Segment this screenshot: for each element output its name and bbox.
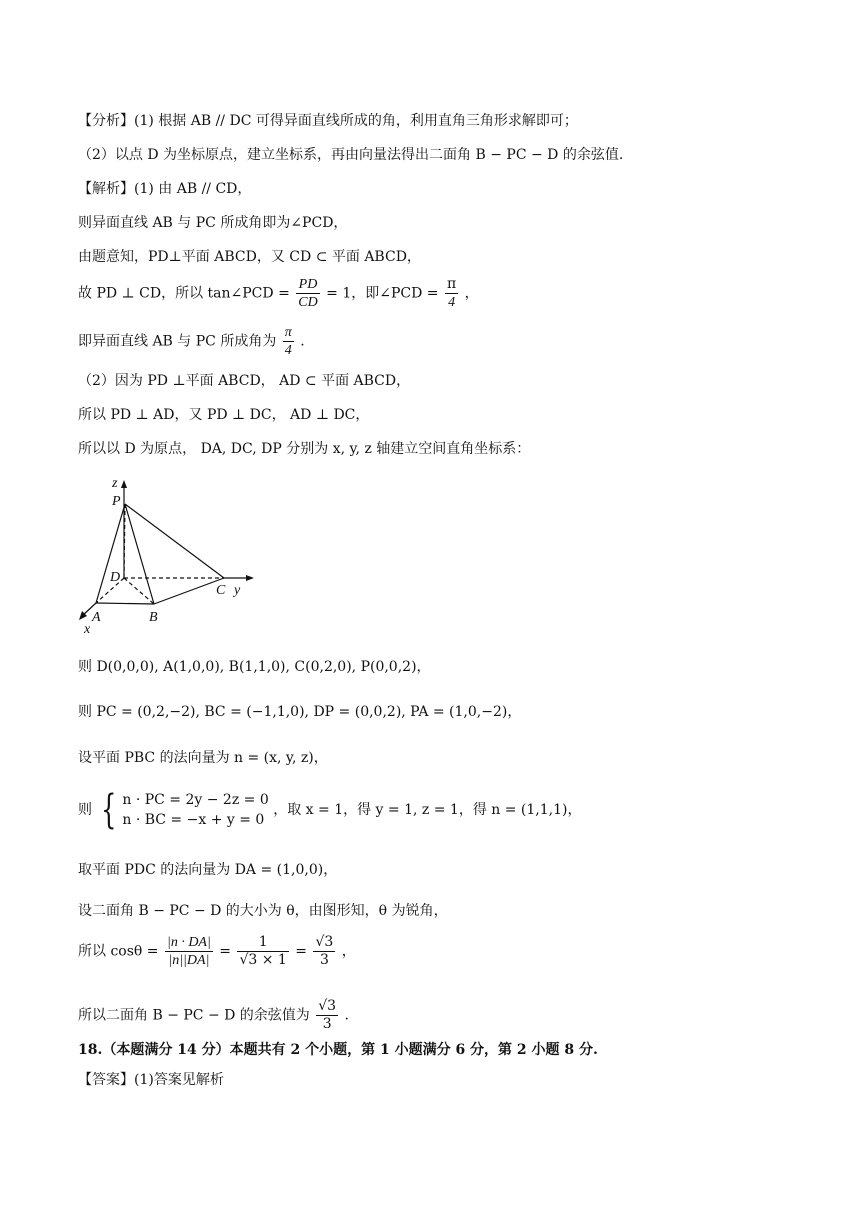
solution-line-12: 则 { n · PC = 2y − 2z = 0 n · BC = −x + y = 0 ，取 x = 1，得 y = 1, z = 1，得 n = (1,1,1)， [78, 787, 582, 833]
solution-line-1: 【解析】(1) 由 AB // CD， [78, 181, 252, 197]
edge-pb [125, 504, 154, 604]
edge-pc [125, 504, 224, 578]
solution-line-15: 所以 cosθ = $\frac{|n \cdot DA|}{|n||DA|}$ = $\frac{1}{√3 \times 1}$ = $\frac{√3}{3}$ ， [78, 934, 356, 968]
solution-line-11: 设平面 PBC 的法向量为 n = (x, y, z)， [78, 750, 328, 766]
fraction-final-cosine: $\frac{√3}{3}$ [318, 998, 337, 1032]
edge-pa [96, 504, 125, 603]
solution-line-3: 由题意知，PD⊥平面 ABCD，又 CD ⊂ 平面 ABCD， [78, 249, 421, 265]
label-x: x [84, 622, 91, 637]
solution-line-9: 则 D(0,0,0), A(1,0,0), B(1,1,0), C(0,2,0), P(0,0,2)， [78, 659, 431, 675]
equation-system: n · PC = 2y − 2z = 0 n · BC = −x + y = 0 [122, 792, 269, 828]
y-arrow-icon [246, 575, 254, 581]
solution-line-16: 所以二面角 B − PC − D 的余弦值为 $\frac{√3}{3}$ . [78, 998, 349, 1032]
solution-line-7: 所以 PD ⊥ AD，又 PD ⊥ DC， AD ⊥ DC， [78, 407, 370, 423]
problem-18-heading: 18.（本题满分 14 分）本题共有 2 个小题，第 1 小题满分 6 分，第 2 小题 8 分. [78, 1042, 598, 1058]
fraction-cos-vector: $\frac{|n \cdot DA|}{|n||DA|}$ [166, 935, 211, 968]
label-b: B [149, 610, 158, 625]
label-z: z [112, 476, 118, 491]
fraction-one-over-root3: $\frac{1}{√3 \times 1}$ [239, 934, 287, 968]
pyramid-figure [74, 470, 274, 640]
label-y: y [234, 583, 241, 598]
label-a: A [92, 610, 101, 625]
analysis-line-2: （2）以点 D 为坐标原点，建立坐标系，再由向量法得出二面角 B − PC − D 的余弦值. [78, 147, 624, 163]
solution-line-8: 所以以 D 为原点， DA, DC, DP 分别为 x, y, z 轴建立空间直角坐标系： [78, 441, 531, 457]
edge-ab [96, 603, 154, 604]
solution-line-6: （2）因为 PD ⊥平面 ABCD， AD ⊂ 平面 ABCD， [78, 373, 411, 389]
problem-18-answer: 【答案】(1)答案见解析 [78, 1072, 224, 1088]
solution-line-4: 故 PD ⊥ CD，所以 tan∠PCD = $\frac{PD}{CD}$ = 1，即∠PCD = $\frac{\pi}{4}$ ， [78, 276, 479, 310]
label-c: C [216, 583, 226, 598]
fraction-pd-cd: $\frac{PD}{CD}$ [298, 277, 318, 310]
label-p: P [112, 494, 121, 509]
edge-db [124, 578, 154, 604]
solution-line-10: 则 PC = (0,2,−2), BC = (−1,1,0), DP = (0,0,2), PA = (1,0,−2)， [78, 704, 522, 720]
fraction-root3-over-3: $\frac{√3}{3}$ [315, 934, 334, 968]
solution-line-2: 则异面直线 AB 与 PC 所成角即为∠PCD， [78, 215, 348, 231]
z-arrow-icon [121, 480, 127, 488]
solution-line-5: 即异面直线 AB 与 PC 所成角为 $\frac{\pi}{4}$ . [78, 325, 305, 358]
solution-line-13: 取平面 PDC 的法向量为 DA = (1,0,0)， [78, 862, 338, 878]
analysis-line-1: 【分析】(1) 根据 AB // DC 可得异面直线所成的角，利用直角三角形求解即可； [78, 113, 578, 129]
edge-bc [154, 578, 224, 604]
fraction-pi-4: $\frac{\pi}{4}$ [446, 276, 457, 310]
label-d: D [110, 570, 121, 585]
brace-icon: { [101, 787, 117, 833]
fraction-pi-4-angle: $\frac{\pi}{4}$ [284, 325, 292, 358]
solution-line-14: 设二面角 B − PC − D 的大小为 θ，由图形知，θ 为锐角， [78, 903, 448, 919]
